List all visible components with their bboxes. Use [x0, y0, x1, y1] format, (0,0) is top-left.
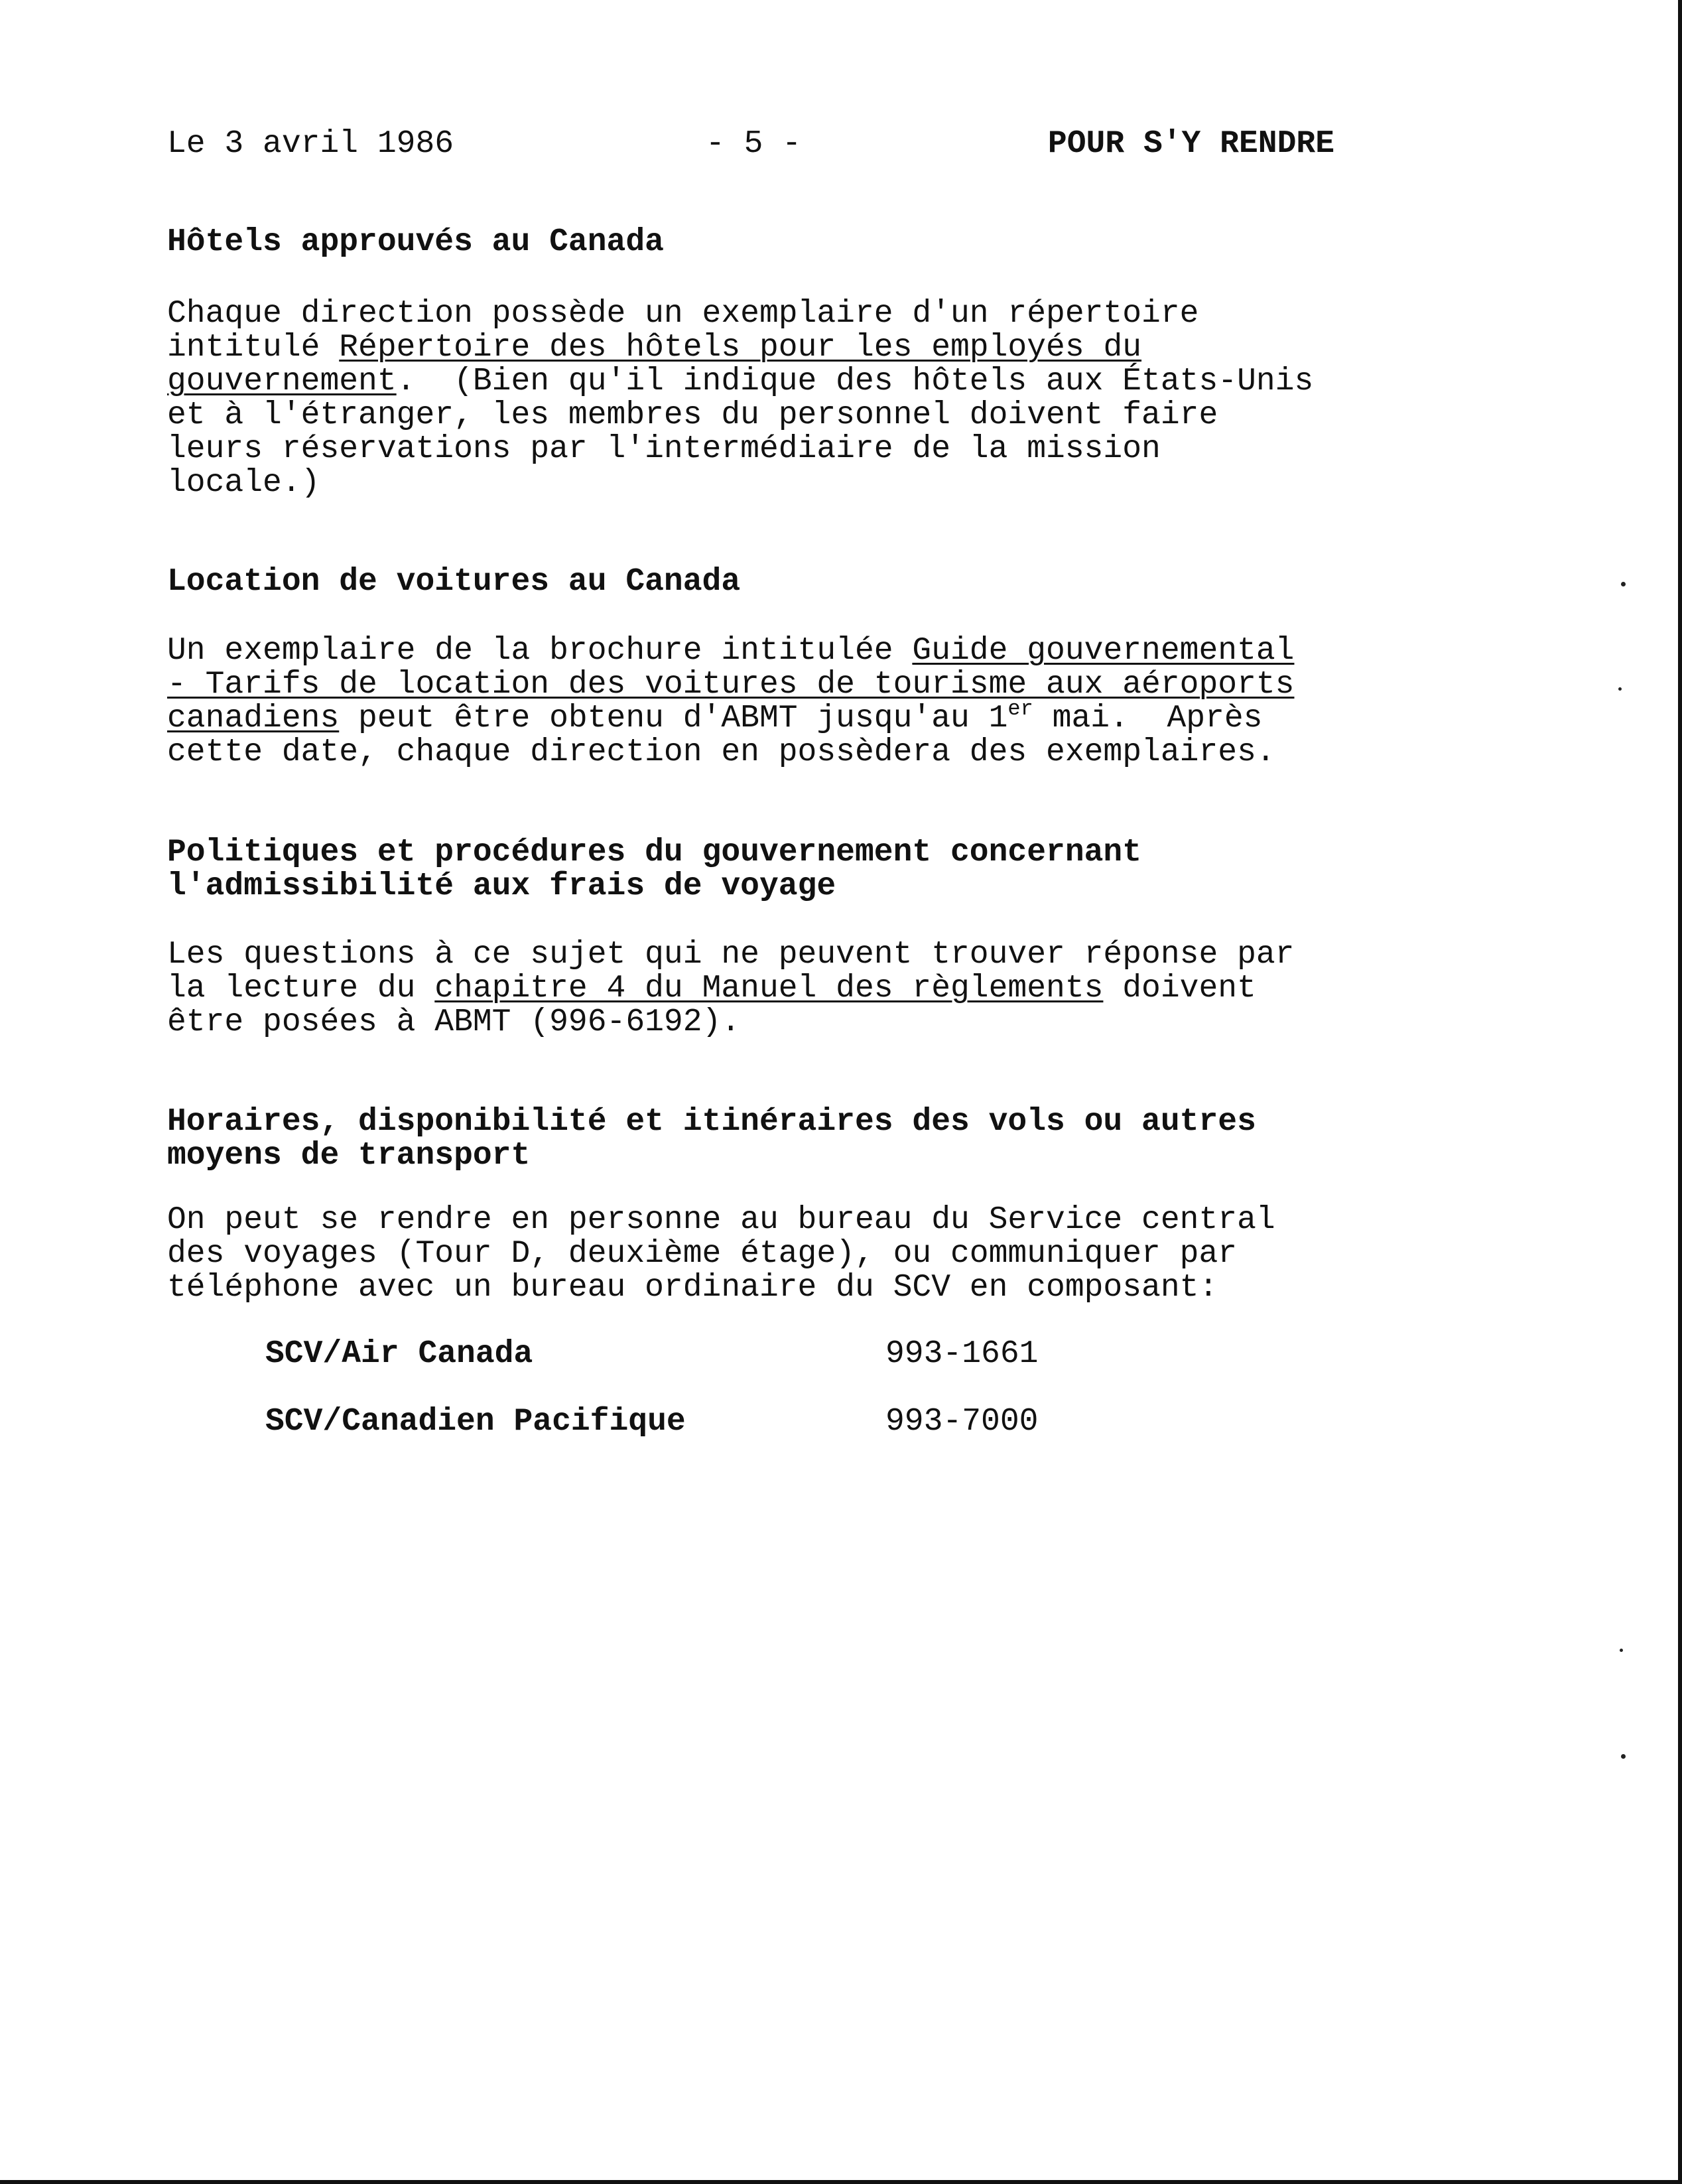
page-header — [167, 126, 1334, 166]
section-body-hotels — [167, 297, 1313, 500]
scan-speck — [1621, 582, 1626, 586]
contact-phone: 993-7000 — [885, 1404, 1039, 1440]
heading-line: Politiques et procédures du gouvernement concernant — [167, 835, 1142, 870]
header-section-title: POUR S'Y RENDRE — [1047, 126, 1334, 162]
section-body-policies — [167, 938, 1294, 1040]
scan-border-bottom — [0, 2180, 1682, 2184]
scan-speck — [1620, 1649, 1623, 1652]
heading-line: l'admissibilité aux frais de voyage — [167, 868, 836, 904]
section-heading-hotels: Hôtels approuvés au Canada — [167, 224, 664, 260]
body-line: Un exemplaire de la brochure intitulée — [167, 633, 913, 669]
directory-title: Répertoire des hôtels pour les employés du — [339, 330, 1142, 366]
body-line: téléphone avec un bureau ordinaire du SCV en composant: — [167, 1270, 1218, 1306]
page-number: - 5 - — [706, 126, 802, 162]
section-heading-schedules — [167, 1105, 1256, 1173]
section-body-schedules — [167, 1203, 1275, 1305]
manual-reference: chapitre 4 du Manuel des règlements — [434, 971, 1104, 1006]
body-line: locale.) — [167, 465, 320, 501]
body-line: et à l'étranger, les membres du personnel doivent faire — [167, 397, 1218, 433]
scan-speck — [1618, 687, 1622, 691]
contact-row — [265, 1336, 1061, 1376]
body-line: doivent — [1103, 971, 1256, 1006]
body-line: leurs réservations par l'intermédiaire de la mission — [167, 431, 1161, 467]
heading-line: Horaires, disponibilité et itinéraires des vols ou autres — [167, 1104, 1256, 1140]
contact-name: SCV/Canadien Pacifique — [265, 1404, 686, 1440]
header-date: Le 3 avril 1986 — [167, 126, 454, 162]
body-line: mai. Après — [1033, 701, 1263, 736]
scan-speck — [1621, 1754, 1626, 1759]
body-line: On peut se rendre en personne au bureau du Service central — [167, 1202, 1275, 1238]
contact-name: SCV/Air Canada — [265, 1336, 533, 1372]
brochure-title-end: canadiens — [167, 701, 340, 736]
body-line: peut être obtenu d'ABMT jusqu'au 1 — [339, 701, 1008, 736]
brochure-title-cont: - Tarifs de location des voitures de tourisme aux aéroports — [167, 667, 1295, 703]
body-line: cette date, chaque direction en possèdera des exemplaires. — [167, 734, 1275, 770]
body-line: Les questions à ce sujet qui ne peuvent trouver réponse par — [167, 937, 1295, 973]
contact-row — [265, 1404, 1061, 1444]
body-line: Chaque direction possède un exemplaire d'un répertoire — [167, 296, 1199, 332]
body-line: des voyages (Tour D, deuxième étage), ou communiquer par — [167, 1236, 1238, 1272]
body-line: être posées à ABMT (996-6192). — [167, 1004, 741, 1040]
contact-phone: 993-1661 — [885, 1336, 1039, 1372]
body-line: . (Bien qu'il indique des hôtels aux États-Unis — [396, 364, 1314, 399]
directory-title-cont: gouvernement — [167, 364, 397, 399]
ordinal-superscript: er — [1007, 697, 1033, 721]
scan-border-right — [1678, 0, 1682, 2184]
section-heading-car-rental: Location de voitures au Canada — [167, 564, 741, 600]
body-line: la lecture du — [167, 971, 435, 1006]
brochure-title: Guide gouvernemental — [912, 633, 1295, 669]
section-body-car-rental — [167, 634, 1294, 770]
body-line: intitulé — [167, 330, 340, 366]
section-heading-policies — [167, 836, 1141, 904]
heading-line: moyens de transport — [167, 1138, 531, 1174]
